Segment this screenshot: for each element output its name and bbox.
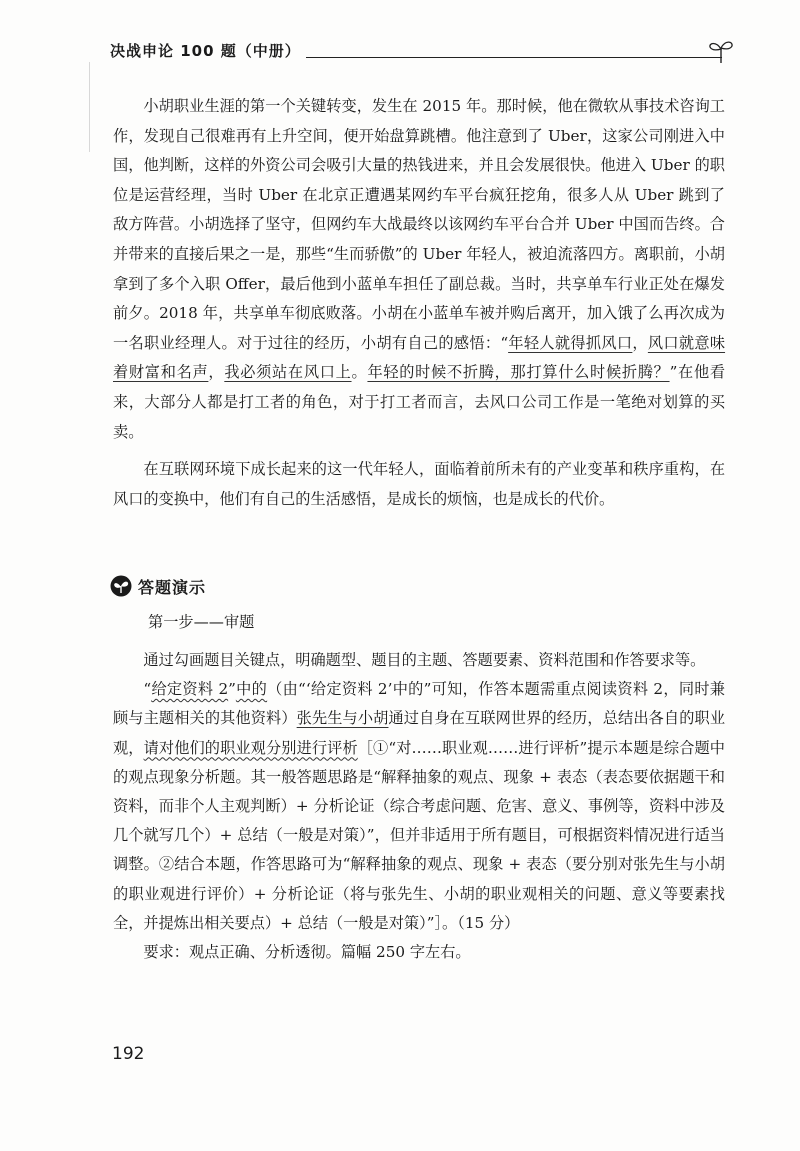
page-number: 192 [112,1044,145,1064]
requirement: 要求：观点正确、分析透彻。篇幅 250 字左右。 [143,943,471,962]
underlined-subject: 张先生与小胡 [296,709,389,728]
header-rule [306,57,722,58]
passage-paragraph-1 [113,92,725,447]
sprout-icon [706,38,736,64]
question-text: 通过自身在互联网世界的经历，总结出各自的职业观， [113,709,726,757]
wavy-keyword: 给定资料 2 [151,680,229,699]
section-title: 答题演示 [138,577,207,597]
analysis-intro: 通过勾画题目关键点，明确题型、题目的主题、答题要素、资料范围和作答要求等。 [143,651,706,669]
passage-text: 。 [351,363,368,382]
question-text: ” [228,680,236,699]
passage [113,92,725,514]
underlined-quote: 风口就意味着财富和名声 [113,333,726,382]
question-annotated [113,675,725,938]
passage-paragraph-2: 在互联网环境下成长起来的这一代年轻人，面临着前所未有的产业变革和秩序重构，在风口的变换中，他们有自己的生活感悟，是成长的烦恼，也是成长的代价。 [113,460,725,508]
annotation-text: ［①“对……职业观……进行评析”提示本题是综合题中的观点现象分析题。其一般答题思路是“解释抽象的观点、现象 + 表态（表态要依据题干和资料，而非个人主观判断）+ 分析论证（综合考虑问题、危害、意义、事例等，资料中涉及几个就写几个）+ 总结（一般是对策）”，但并非适用于所有题目，可根据资料情况进行适当调整。②结合本题，作答思路可为“解释抽象的观点、现象 + 表态（要分别对张先生与小胡的职业观进行评价）+ 分析论证（将与张先生、小胡的职业观相关的问题、意义等要素找全，并提炼出相关要点）+ 总结（一般是对策）”］。（15 分） [113,738,725,932]
scan-margin-mark [89,62,90,152]
leaf-badge-icon [110,575,132,597]
passage-text: ， [632,333,648,352]
question-text: “ [143,680,152,699]
annotation-text: （由“‘给定资料 2’中的”可知，作答本题需重点阅读资料 2，同时兼顾与主题相关的其他资料） [113,680,725,728]
underlined-quote: 我必须站在风口上 [224,363,352,382]
section-heading [110,572,206,600]
underlined-quote: 年轻人就得抓风口 [508,333,633,352]
wavy-keyword: 请对他们的职业观分别进行评析 [143,738,358,757]
passage-text: 小胡职业生涯的第一个关键转变，发生在 2015 年。那时候，他在微软从事技术咨询工作，发现自己很难再有上升空间，便开始盘算跳槽。他注意到了 Uber，这家公司刚进入中国，他判断，这样的外资公司会吸引大量的热钱进来，并且会发展很快。他进入 Uber 的职位是运营经理，当时 Uber 在北京正遭遇某网约车平台疯狂挖角，很多人从 Uber 跳到了敌方阵营。小胡选择了坚守，但网约车大战最终以该网约车平台合并 Uber 中国而告终。合并带来的直接后果之一是，那些“生而骄傲”的 Uber 年轻人，被迫流落四方。离职前，小胡拿到了多个入职 Offer，最后他到小蓝单车担任了副总裁。当时，共享单车行业正处在爆发前夕。2018 年，共享单车彻底败落。小胡在小蓝单车被并购后离开，加入饿了么再次成为一名职业经理人。对于过往的经历，小胡有自己的感悟：“ [113,97,725,352]
passage-text: ”在他看来，大部分人都是打工者的角色，对于打工者而言，去风口公司工作是一笔绝对划算的买卖。 [113,363,726,441]
passage-text: ， [208,363,225,382]
header-title: 决战申论 100 题（中册） [110,42,301,60]
step-heading: 第一步——审题 [148,613,255,631]
wavy-keyword: 中的 [235,680,268,699]
underlined-quote: 年轻的时候不折腾，那打算什么时候折腾？ [367,363,670,382]
analysis [113,646,725,967]
running-header [110,38,740,66]
